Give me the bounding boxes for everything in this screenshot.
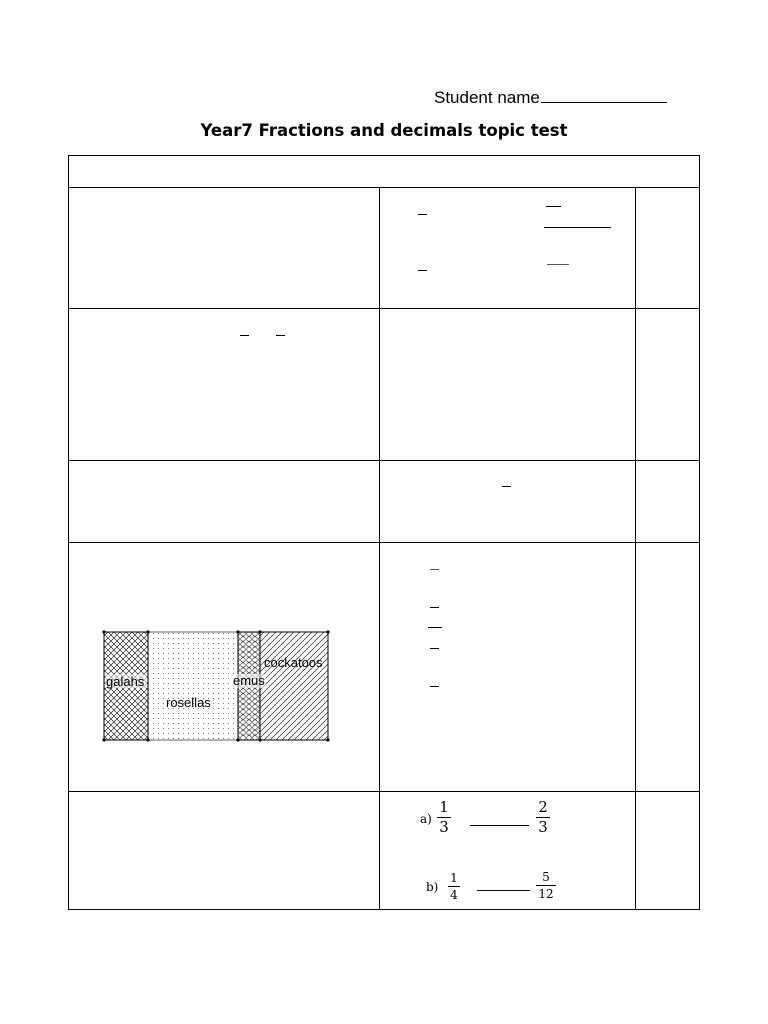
table-border-bottom — [68, 909, 700, 910]
denominator: 3 — [538, 818, 548, 836]
student-name-blank[interactable] — [541, 88, 667, 103]
fraction-bar-fragment — [418, 270, 427, 271]
fraction-bar-fragment — [546, 206, 561, 207]
fraction-bar-fragment — [430, 569, 439, 570]
fraction-bar — [536, 885, 556, 886]
label-cockatoos: cockatoos — [264, 655, 323, 670]
fraction-bar-fragment — [547, 264, 569, 265]
denominator: 12 — [538, 887, 554, 901]
table-border-left — [68, 155, 69, 910]
table-row-divider — [68, 308, 700, 309]
denominator: 3 — [439, 818, 449, 836]
fraction-bar-fragment — [430, 686, 439, 687]
student-name-label: Student name — [434, 88, 540, 107]
answer-line[interactable] — [544, 227, 611, 228]
numerator: 1 — [450, 871, 458, 885]
fraction-a-right — [536, 800, 550, 835]
fraction-b-left — [448, 872, 460, 901]
table-column-divider — [379, 187, 380, 910]
fraction-bar-fragment — [430, 607, 439, 608]
numerator: 2 — [538, 798, 548, 816]
table-column-divider — [635, 187, 636, 910]
bird-area-diagram — [96, 626, 360, 748]
answer-line-a[interactable] — [470, 825, 529, 826]
fraction-bar-fragment — [430, 648, 439, 649]
page-title: Year7 Fractions and decimals topic test — [200, 121, 568, 140]
numerator: 1 — [439, 798, 449, 816]
label-rosellas: rosellas — [166, 695, 211, 710]
student-name-field[interactable] — [434, 88, 667, 108]
fraction-b-right — [536, 871, 556, 900]
fraction-bar-fragment — [502, 486, 511, 487]
fraction-bar-fragment — [428, 627, 442, 628]
table-row-divider — [68, 542, 700, 543]
numerator: 5 — [542, 870, 550, 884]
fraction-bar-fragment — [276, 335, 285, 336]
denominator: 4 — [450, 888, 458, 902]
label-emus: emus — [233, 673, 265, 688]
fraction-a-left — [437, 800, 451, 835]
fraction-bar-fragment — [240, 335, 249, 336]
fraction-bar — [448, 886, 460, 887]
answer-line-b[interactable] — [477, 890, 530, 891]
rosellas-region — [148, 632, 238, 740]
table-border-right — [699, 155, 700, 910]
question-a-label: a) — [420, 812, 432, 826]
table-row-divider — [68, 187, 700, 188]
table-row-divider — [68, 460, 700, 461]
table-border-top — [68, 155, 700, 156]
label-galahs: galahs — [106, 674, 145, 689]
cockatoos-region — [260, 632, 328, 740]
question-b-label: b) — [426, 880, 439, 894]
table-row-divider — [68, 791, 700, 792]
fraction-bar-fragment — [418, 214, 427, 215]
